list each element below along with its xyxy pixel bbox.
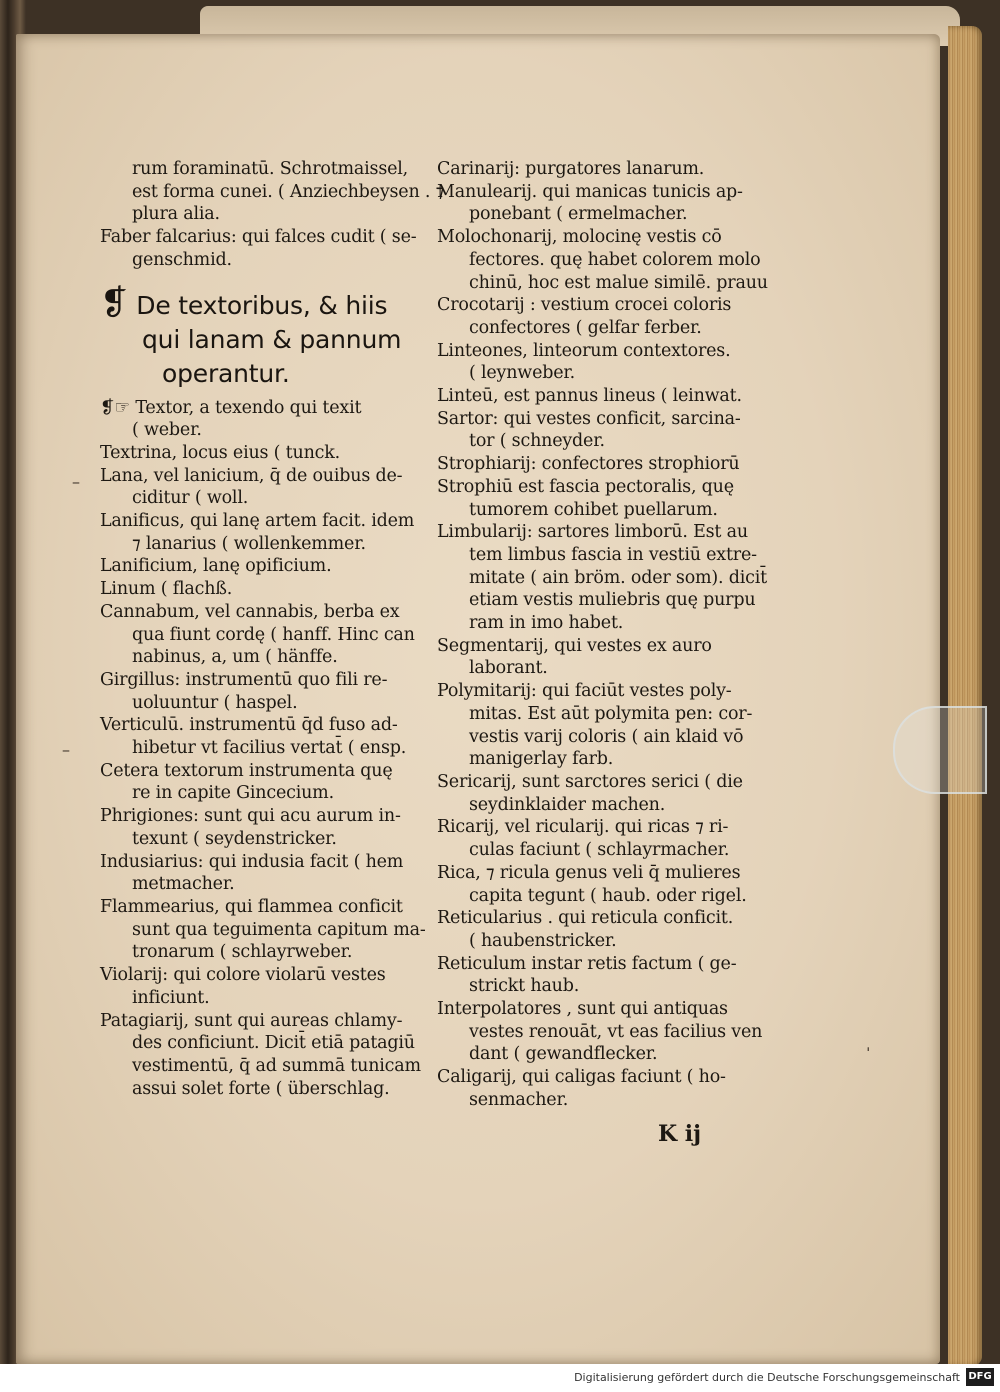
text-line: Cannabum, vel cannabis, berba ex (100, 601, 400, 622)
text-line: Caligarij, qui caligas faciunt ( ho- (437, 1067, 726, 1088)
text-line: hibetur vt facilius vertat̄ ( ensp. (132, 738, 407, 759)
text-line: uoluuntur ( haspel. (132, 692, 298, 713)
text-line: ⁊ lanarius ( wollenkemmer. (132, 533, 366, 554)
text-line: Indusiarius: qui indusia facit ( hem (100, 851, 404, 872)
text-line: Linteones, linteorum contextores. (437, 340, 731, 361)
margin-dash-mark: – (62, 740, 70, 759)
text-line: Limbularij: sartores limborū. Est au (437, 522, 748, 543)
text-line: Molochonarij, molocinę vestis cō (437, 227, 722, 248)
text-line: Crocotarij : vestium crocei coloris (437, 295, 732, 316)
text-line: Sartor: qui vestes conficit, sarcina- (437, 408, 741, 429)
text-line: Faber falcarius: qui falces cudit ( se- (100, 227, 417, 248)
text-line: Segmentarij, qui vestes ex auro (437, 635, 712, 656)
signature-mark: K ij (658, 1121, 702, 1147)
footer-credit: Digitalisierung gefördert durch die Deutsche Forschungsgemeinschaft (574, 1371, 960, 1384)
text-line: genschmid. (132, 249, 232, 270)
text-line: confectores ( gelfar ferber. (469, 317, 702, 338)
text-line: Rica, ⁊ ricula genus veli q̄ mulieres (437, 862, 741, 883)
margin-tick-mark: ˌ (866, 1034, 871, 1053)
text-line: strickt haub. (469, 976, 580, 997)
section-heading (100, 282, 435, 391)
text-line: chinū, hoc est malue similē. prauu (469, 272, 768, 293)
heading-line-1: De textoribus, & hiis (136, 290, 388, 320)
text-line: vestimentū, q̄ ad summā tunicam (132, 1055, 421, 1076)
text-line: Phrigiones: sunt qui acu aurum in- (100, 806, 401, 827)
text-line: Ricarij, vel ricularij. qui ricas ⁊ ri- (437, 817, 729, 838)
text-line: senmacher. (469, 1089, 569, 1110)
text-line: sunt qua teguimenta capitum ma- (132, 919, 426, 940)
text-line: assui solet forte ( überschlag. (132, 1078, 390, 1099)
text-line: inficiunt. (132, 987, 210, 1008)
text-line: tor ( schneyder. (469, 431, 605, 452)
text-line: Strophiarij: confectores strophiorū (437, 454, 740, 475)
text-line: capita tegunt ( haub. oder rigel. (469, 885, 747, 906)
page-clip (893, 706, 987, 794)
text-line: Lanificium, lanę opificium. (100, 556, 332, 577)
text-line: tumorem cohibet puellarum. (469, 499, 718, 520)
text-line: Verticulū. instrumentū q̄d fuso ad- (100, 715, 398, 736)
left-body-lines (100, 397, 435, 1101)
text-line: texunt ( seydenstricker. (132, 828, 337, 849)
text-line: ❡☞ Textor, a texendo qui texit (100, 397, 362, 418)
pilcrow-icon: ❡ (100, 282, 129, 323)
margin-dash-mark: – (72, 472, 80, 491)
left-top-lines (100, 158, 445, 272)
heading-line-2: qui lanam & pannum (142, 324, 402, 354)
text-line: Linteū, est pannus lineus ( leinwat. (437, 386, 742, 407)
text-line: Strophiū est fascia pectoralis, quę (437, 476, 734, 497)
text-line: Manulearij. qui manicas tunicis ap- (437, 181, 743, 202)
text-line: mitate ( ain bröm. oder som). dicit̄ (469, 567, 768, 588)
text-line: ( haubenstricker. (469, 930, 617, 951)
text-line: Sericarij, sunt sarctores serici ( die (437, 771, 743, 792)
text-line: Interpolatores , sunt qui antiquas (437, 999, 728, 1020)
text-line: nabinus, a, um ( hänffe. (132, 647, 338, 668)
text-line: des conficiunt. Dicit̄ etiā patagiū (132, 1033, 415, 1054)
text-line: mitas. Est aūt polymita pen: cor- (469, 703, 753, 724)
text-line: Violarij: qui colore violarū vestes (100, 965, 386, 986)
text-line: Flammearius, qui flammea conficit (100, 896, 403, 917)
text-line: Reticularius . qui reticula conficit. (437, 908, 734, 929)
text-line: ( leynweber. (469, 363, 576, 384)
text-line: Polymitarij: qui faciūt vestes poly- (437, 681, 732, 702)
text-line: Patagiarij, sunt qui aureas chlamy- (100, 1010, 403, 1031)
text-line: est forma cunei. ( Anziechbeysen . ⁊ (132, 181, 445, 202)
text-line: Cetera textorum instrumenta quę (100, 760, 393, 781)
text-line: seydinklaider machen. (469, 794, 666, 815)
text-line: Textrina, locus eius ( tunck. (100, 442, 341, 463)
text-line: qua fiunt cordę ( hanff. Hinc can (132, 624, 415, 645)
left-column (100, 158, 445, 1100)
text-line: Carinarij: purgatores lanarum. (437, 159, 705, 179)
text-line: Lana, vel lanicium, q̄ de ouibus de- (100, 465, 403, 486)
text-line: tem limbus fascia in vestiū extre- (469, 544, 757, 565)
text-line: ponebant ( ermelmacher. (469, 204, 688, 225)
page-fore-edge (948, 26, 982, 1366)
text-line: metmacher. (132, 874, 235, 895)
text-line: ram in imo habet. (469, 613, 624, 634)
text-line: laborant. (469, 658, 548, 679)
text-line: plura alia. (132, 204, 220, 225)
text-line: vestis varij coloris ( ain klaid vō (469, 726, 744, 747)
text-line: Lanificus, qui lanę artem facit. idem (100, 511, 415, 532)
text-line: rum foraminatū. Schrotmaissel, (132, 159, 409, 179)
text-line: Girgillus: instrumentū quo fili re- (100, 669, 388, 690)
text-line: culas faciunt ( schlayrmacher. (469, 840, 730, 861)
text-line: re in capite Gincecium. (132, 783, 334, 804)
text-line: dant ( gewandflecker. (469, 1044, 658, 1065)
text-line: tronarum ( schlayrweber. (132, 942, 353, 963)
footer-bar (0, 1364, 1000, 1392)
heading-line-3: operantur. (162, 358, 290, 388)
text-line: vestes renouāt, vt eas facilius ven (469, 1021, 763, 1042)
text-line: ciditur ( woll. (132, 488, 249, 509)
text-line: Reticulum instar retis factum ( ge- (437, 953, 737, 974)
text-line: manigerlay farb. (469, 749, 614, 770)
text-line: Linum ( flachß. (100, 579, 233, 600)
text-line: ( weber. (132, 420, 202, 441)
text-line: fectores. quę habet colorem molo (469, 249, 761, 270)
dfg-logo: DFG (966, 1368, 994, 1386)
text-line: etiam vestis muliebris quę purpu (469, 590, 756, 611)
right-column (437, 158, 772, 1112)
